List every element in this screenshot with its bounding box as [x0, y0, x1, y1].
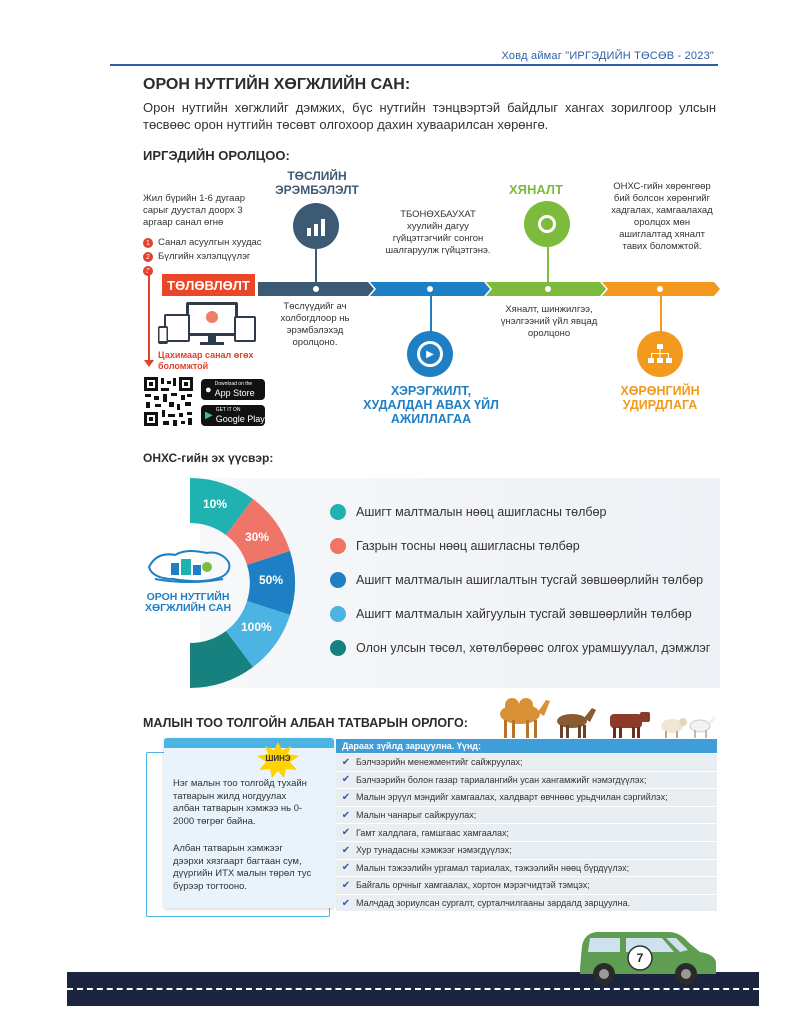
legend-dot — [330, 606, 346, 622]
map-emblem-icon — [145, 545, 233, 585]
sources-legend — [330, 495, 710, 665]
planning-label: ТӨЛӨВЛӨЛТ — [162, 274, 255, 296]
app-store-badge[interactable] — [201, 379, 265, 400]
document-header: Ховд аймаг "ИРГЭДИЙН ТӨСӨВ - 2023" — [501, 50, 714, 62]
check-icon: ✔ — [341, 827, 351, 839]
timeline-arrow — [258, 282, 720, 296]
legend-item — [330, 495, 710, 529]
method-number: 1 — [143, 238, 153, 248]
stage-title: ХЭРЭГЖИЛТ, ХУДАЛДАН АВАХ ҮЙЛ АЖИЛЛАГАА — [363, 384, 499, 426]
legend-label: Ашигт малтмалын нөөц ашигласны төлбөр — [356, 505, 607, 519]
fund-name: ОРОН НУТГИЙН ХӨГЖЛИЙН САН — [144, 591, 232, 614]
list-item — [336, 772, 717, 790]
livestock-title: МАЛЫН ТОО ТОЛГОЙН АЛБАН ТАТВАРЫН ОРЛОГО: — [143, 716, 468, 730]
connector — [547, 247, 549, 285]
check-icon: ✔ — [341, 774, 351, 786]
legend-item — [330, 563, 710, 597]
method-label: Бүлгийн хэлэлцүүлэг — [158, 251, 251, 262]
stage-desc: Төслүүдийг ач холбогдлоор нь эрэмбэлэхэд оролцоно. — [280, 301, 350, 348]
check-icon: ✔ — [341, 844, 351, 856]
sources-title: ОНХС-гийн эх үүсвэр: — [143, 451, 274, 465]
participation-intro: Жил бүрийн 1-6 дугаар сарыг дуустал доорх 3 аргаар санал өгнө — [143, 193, 246, 228]
info-text: Нэг малын тоо толгойд тухайн татварын жилд ногдуулах албан татварын хэмжээ нь 0-2000 төгрөг байна. — [173, 778, 307, 827]
stage-desc: ТБОНӨХБАУХАТ хуулийн дагуу гүйцэтгэгчийг сонгон шалгаруулж гүйцэтгэнэ. — [385, 209, 491, 256]
segment-label: 10% — [203, 497, 228, 511]
segment-label: 100% — [241, 620, 272, 634]
legend-label: Ашигт малтмалын хайгуулын тусгай зөвшөөрлийн төлбөр — [356, 607, 692, 621]
stage-title: ТӨСЛИЙН ЭРЭМБЭЛЭЛТ — [275, 169, 359, 197]
list-item-text: Малын тэжээлийн ургамал тариалах, тэжээлийн нөөц бүрдүүлэх; — [356, 862, 630, 873]
stage-title: ХЯНАЛТ — [508, 182, 563, 197]
segment-label: 30% — [245, 530, 270, 544]
play-icon: ▶ — [205, 410, 213, 421]
page-number: 7 — [636, 951, 644, 965]
timeline-guide — [148, 270, 150, 365]
check-icon: ✔ — [341, 756, 351, 768]
list-item — [336, 895, 717, 913]
header-divider — [110, 64, 718, 66]
badge-big-text: App Store — [214, 388, 255, 398]
legend-dot — [330, 504, 346, 520]
connector — [315, 249, 317, 285]
magnifier-icon — [524, 201, 570, 247]
legend-item — [330, 597, 710, 631]
legend-dot — [330, 572, 346, 588]
check-icon: ✔ — [341, 791, 351, 803]
legend-label: Газрын тосны нөөц ашигласны төлбөр — [356, 539, 580, 553]
list-item-text: Малын чанарыг сайжруулах; — [356, 810, 477, 821]
devices-illustration — [158, 300, 260, 348]
list-item — [336, 877, 717, 895]
legend-label: Олон улсын төсөл, хөтөлбөрөөс олгох урамшуулал, дэмжлэг — [356, 641, 711, 655]
connector — [660, 294, 662, 332]
list-item — [336, 789, 717, 807]
livestock-illustration — [492, 694, 717, 740]
list-item — [336, 754, 717, 772]
check-icon: ✔ — [341, 897, 351, 909]
check-icon: ✔ — [341, 862, 351, 874]
apple-icon: ● — [205, 383, 212, 396]
list-item-text: Байгаль орчныг хамгаалах, хортон мэрэгчидтэй тэмцэх; — [356, 880, 590, 891]
list-item — [336, 860, 717, 878]
section-title: ОРОН НУТГИЙН ХӨГЖЛИЙН САН: — [143, 76, 411, 93]
list-item-text: Гамт халдлага, гамшгаас хамгаалах; — [356, 827, 509, 838]
new-badge-label: ШИНЭ — [265, 754, 291, 763]
arrow-down-icon — [144, 360, 154, 367]
method-item — [143, 236, 262, 250]
legend-label: Ашигт малтмалын ашиглалтын тусгай зөвшөөрлийн төлбөр — [356, 573, 704, 587]
check-icon: ✔ — [341, 879, 351, 891]
badge-small-text: Download on the — [214, 381, 253, 387]
online-label: Цахимаар санал өгөх боломжтой — [158, 350, 254, 371]
methods-list — [143, 236, 262, 278]
participation-title: ИРГЭДИЙН ОРОЛЦОО: — [143, 148, 290, 163]
badge-small-text: GET IT ON — [215, 407, 241, 413]
list-item-text: Бэлчээрийн менежментийг сайжруулах; — [356, 757, 523, 768]
road-marking — [67, 988, 759, 990]
list-item — [336, 842, 717, 860]
info-text: Албан татварын хэмжээг дээрхи хязгаарт багтаан сум, дүүргийн ИТХ малын төрөл тус бүрээр тогтооно. — [173, 843, 312, 892]
legend-dot — [330, 538, 346, 554]
table-header: Дараах зүйлд зарцуулна. Үүнд: — [336, 739, 717, 753]
list-item — [336, 807, 717, 825]
stage-desc: Хяналт, шинжилгээ, үнэлгээний үйл явцад оролцоно — [500, 304, 598, 339]
check-icon: ✔ — [341, 809, 351, 821]
stage-title: ХӨРӨНГИЙН УДИРДЛАГА — [620, 384, 700, 412]
list-item-text: Малын эрүүл мэндийг хамгаалах, халдварт өвчнөөс урьдчилан сэргийлэх; — [356, 792, 668, 803]
spending-list — [336, 754, 717, 912]
org-chart-icon — [637, 331, 683, 377]
qr-code[interactable] — [143, 376, 194, 427]
legend-item — [330, 529, 710, 563]
list-item — [336, 824, 717, 842]
segment-label: 50% — [259, 573, 284, 587]
badge-big-text: Google Play — [215, 414, 265, 424]
method-label: Санал асуулгын хуудас — [158, 237, 262, 248]
list-item-text: Бэлчээрийн болон газар тариалангийн усан хангамжийг нэмэгдүүлэх; — [356, 774, 647, 785]
google-play-badge[interactable] — [201, 405, 265, 426]
connector — [430, 294, 432, 332]
method-number: 2 — [143, 252, 153, 262]
intro-paragraph: Орон нутгийн хөгжлийг дэмжих, бүс нутгийн тэнцвэртэй байдлыг хангах зорилгоор улсын төсвөөс орон нутгийн төсөвт олгохоор дахин хуваарилсан хөрөнгө. — [143, 100, 716, 132]
play-gear-icon: ▶ — [407, 331, 453, 377]
stage-desc: ОНХС-гийн хөрөнгөөр бий болсон хөрөнгийг хадгалах, хамгаалахад оролцох мөн ашиглалтад хяналт тавих боломжтой. — [611, 181, 713, 252]
bar-chart-icon — [293, 203, 339, 249]
legend-dot — [330, 640, 346, 656]
method-item — [143, 250, 262, 264]
list-item-text: Хур тунадасны хэмжээг нэмэгдүүлэх; — [356, 845, 512, 856]
legend-item — [330, 631, 710, 665]
list-item-text: Малчдад зориулсан сургалт, сурталчилгааны зардалд зарцуулна. — [356, 898, 631, 909]
